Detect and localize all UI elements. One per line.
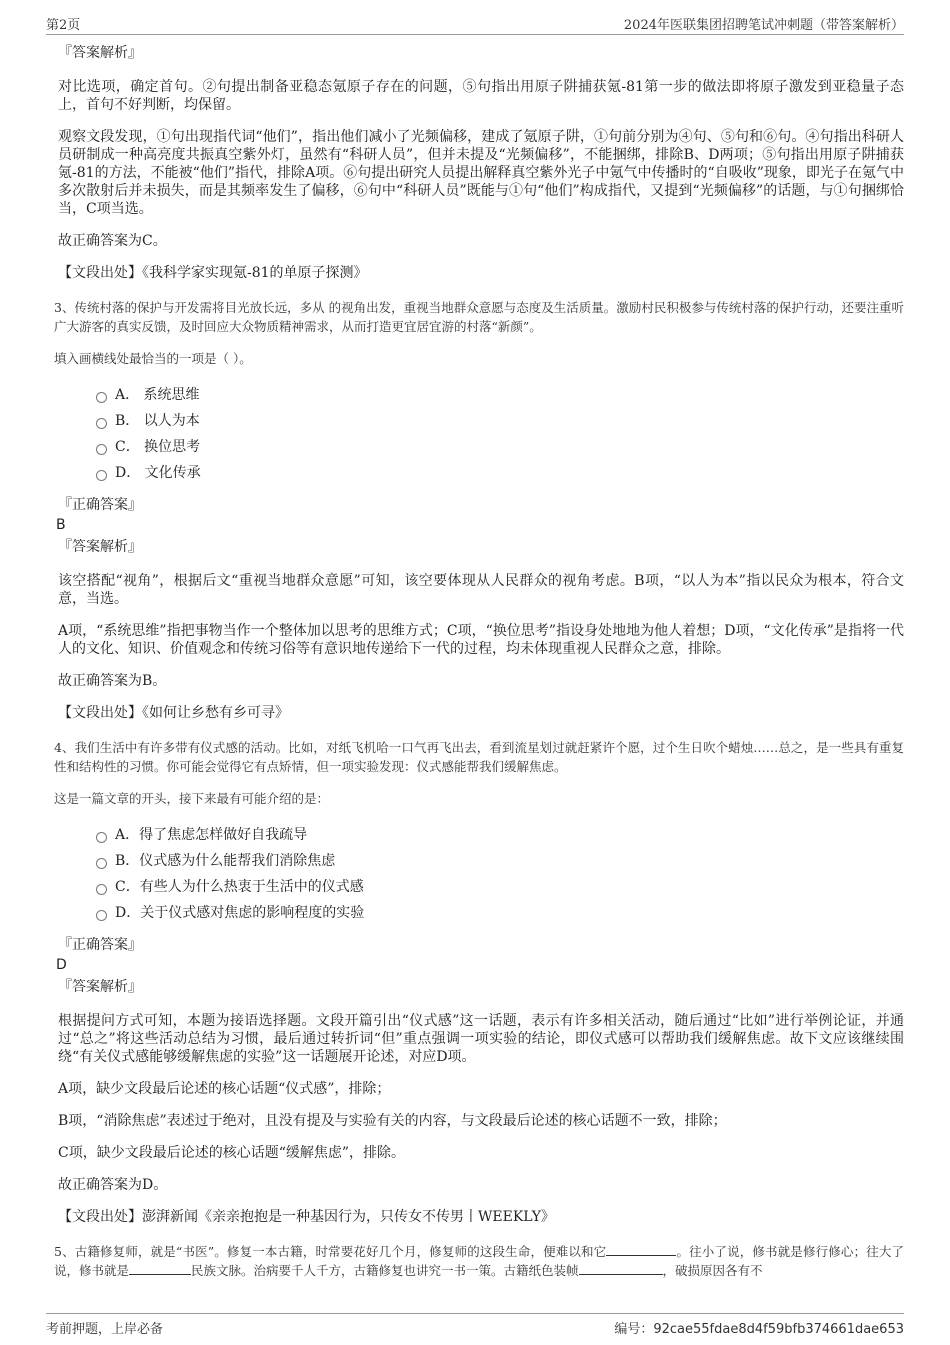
options-group-4 [96,826,904,930]
footer-slogan: 考前押题，上岸必备 [46,1322,164,1337]
radio-icon[interactable] [96,832,107,843]
analysis-label: 『答案解析』 [58,45,142,61]
radio-icon[interactable] [96,884,107,895]
page-footer [46,1313,904,1336]
question-stem-4: 4、我们生活中有许多带有仪式感的活动。比如，对纸飞机哈一口气再飞出去，看到流星划过就赶紧许个愿，过个生日吹个蜡烛……总之，是一些具有重复性和结构性的习惯。你可能会觉得它有点矫情，但一项实验发现：仪式感能帮我们缓解焦虑。 [54,740,904,774]
analysis-paragraph: 观察文段发现，①句出现指代词“他们”，指出他们减小了光频偏移，建成了氪原子阱，①句前分别为④句、⑤句和⑥句。④句指出科研人员研制成一种高亮度共振真空紫外灯，虽然有“科研人员”，但并未提及“光频偏移”，不能捆绑，排除B、D两项；⑤句指出用原子阱捕获氪-81的方法，不能被“他们”指代，排除A项。⑥句提出研究人员提出解释真空紫外光子中氪气中传播时的“自吸收”现象，即光子在氪气中多次散射后并未损失，而是其频率发生了偏移，⑥句中“科研人员”既能与①句“他们”构成指代，又提到“光频偏移”的话题，与①句捆绑恰当，C项当选。 [58,129,904,217]
option-c[interactable]: C．有些人为什么热衷于生活中的仪式感 [96,878,904,904]
question-stem-3: 3、传统村落的保护与开发需将目光放长远，多从 的视角出发，重视当地群众意愿与态度及生活质量。激励村民积极参与传统村落的保护行动，还要注重听广大游客的真实反馈，及时回应大众物质精神需求，从而打造更宜居宜游的村落“新颜”。 [54,300,904,334]
analysis-paragraph: 根据提问方式可知，本题为接语选择题。文段开篇引出“仪式感”这一话题，表示有许多相关活动，随后通过“比如”进行举例论证，并通过“总之”将这些活动总结为习惯，最后通过转折词“但”重点强调一项实验的结论，即仪式感可以帮助我们缓解焦虑。故下文应该继续围绕“有关仪式感能够缓解焦虑的实验”这一话题展开论述，对应D项。 [58,1013,904,1065]
analysis-label: 『答案解析』 [58,539,142,555]
analysis-conclusion: 故正确答案为C。 [58,233,167,249]
correct-answer-label: 『正确答案』 [58,937,142,953]
source-citation: 【文段出处】澎湃新闻《亲亲抱抱是一种基因行为，只传女不传男丨WEEKLY》 [58,1209,555,1225]
radio-icon[interactable] [96,858,107,869]
analysis-paragraph: C项，缺少文段最后论述的核心话题“缓解焦虑”，排除。 [58,1145,406,1161]
radio-icon[interactable] [96,470,107,481]
option-a[interactable]: A． 系统思维 [96,386,904,412]
analysis-paragraph: B项，“消除焦虑”表述过于绝对，且没有提及与实验有关的内容，与文段最后论述的核心话题不一致，排除； [58,1113,727,1129]
source-citation: 【文段出处】《我科学家实现氪-81的单原子探测》 [58,265,368,281]
analysis-paragraph: A项，“系统思维”指把事物当作一个整体加以思考的思维方式；C项，“换位思考”指设身处地地为他人着想；D项，“文化传承”是指将一代人的文化、知识、价值观念和传统习俗等有意识地传递给下一代的过程，均未体现重视人民群众之意，排除。 [58,623,904,657]
option-c[interactable]: C． 换位思考 [96,438,904,464]
radio-icon[interactable] [96,418,107,429]
analysis-label: 『答案解析』 [58,979,142,995]
analysis-paragraph: 该空搭配“视角”，根据后文“重视当地群众意愿”可知，该空要体现从人民群众的视角考虑。B项，“以人为本”指以民众为根本，符合文意，当选。 [58,573,904,607]
radio-icon[interactable] [96,444,107,455]
document-code: 编号：92cae55fdae8d4f59bfb374661dae653 [614,1322,904,1337]
radio-icon[interactable] [96,392,107,403]
fill-blank [579,1261,663,1275]
option-a[interactable]: A．得了焦虑怎样做好自我疏导 [96,826,904,852]
page-header [46,14,904,35]
option-b[interactable]: B． 以人为本 [96,412,904,438]
document-title: 2024年医联集团招聘笔试冲刺题（带答案解析） [623,18,904,33]
option-d[interactable]: D．关于仪式感对焦虑的影响程度的实验 [96,904,904,930]
radio-icon[interactable] [96,910,107,921]
correct-answer: B [56,517,66,533]
source-citation: 【文段出处】《如何让乡愁有乡可寻》 [58,705,289,721]
question-stem-5: 5、古籍修复师，就是“书医”。修复一本古籍，时常要花好几个月，修复师的这段生命，便难以和它 。往小了说，修书就是修行修心；往大了说，修书就是 民族文脉。治病要千人千方，古籍修复也讲究一书一策。古籍纸色装帧 ，破损原因各有不 [54,1244,904,1278]
correct-answer-label: 『正确答案』 [58,497,142,513]
analysis-conclusion: 故正确答案为D。 [58,1177,168,1193]
page-content [46,44,904,1294]
question-prompt-3: 填入画横线处最恰当的一项是（ ）。 [54,351,252,366]
fill-blank [606,1242,676,1256]
analysis-paragraph: 对比选项，确定首句。②句提出制备亚稳态氪原子存在的问题，⑤句指出用原子阱捕获氪-81第一步的做法即将原子激发到亚稳量子态上，首句不好判断，均保留。 [58,79,904,113]
options-group-3 [96,386,904,490]
page-number: 第2页 [46,18,81,33]
question-prompt-4: 这是一篇文章的开头，接下来最有可能介绍的是： [54,791,330,806]
option-b[interactable]: B．仪式感为什么能帮我们消除焦虑 [96,852,904,878]
fill-blank [129,1261,191,1275]
analysis-paragraph: A项，缺少文段最后论述的核心话题“仪式感”，排除； [58,1081,391,1097]
analysis-conclusion: 故正确答案为B。 [58,673,167,689]
option-d[interactable]: D． 文化传承 [96,464,904,490]
correct-answer: D [56,957,67,973]
